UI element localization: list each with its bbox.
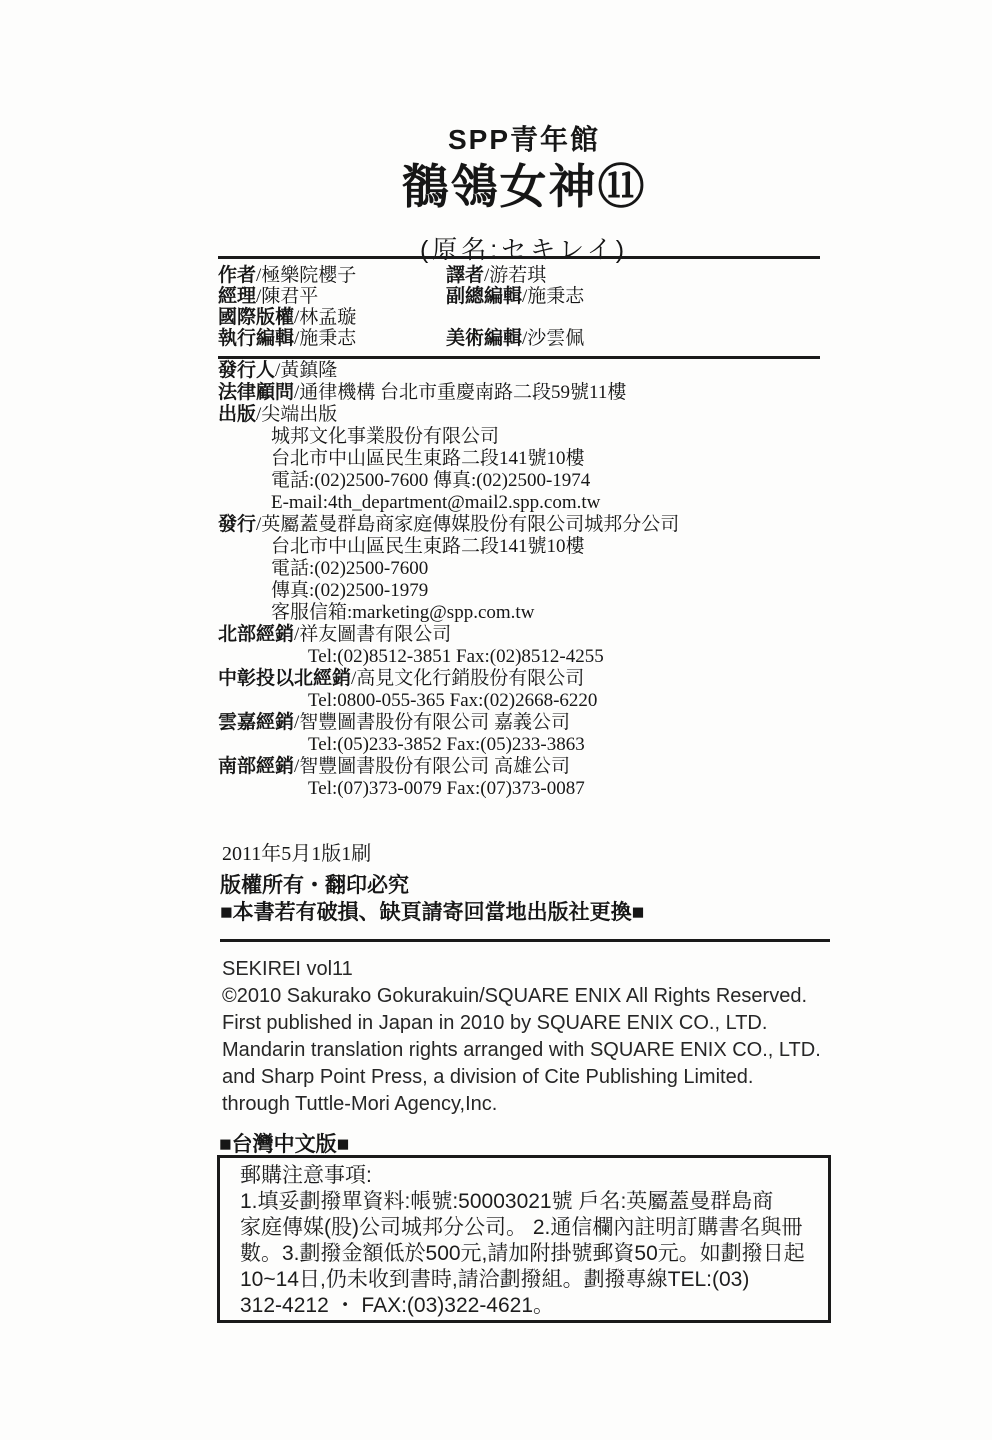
- mail-order-line: 家庭傳媒(股)公司城邦分公司。 2.通信欄內註明訂購書名與冊: [240, 1216, 803, 1239]
- original-title: (原名:セキレイ): [419, 236, 629, 265]
- slash-separator: /: [294, 712, 300, 733]
- staff-name: 極樂院櫻子: [261, 265, 357, 286]
- book-title: 鶺鴒女神⑪: [401, 160, 647, 213]
- staff-cell: [446, 286, 820, 307]
- slash-separator: /: [256, 514, 262, 535]
- pub-label: 發行人: [218, 360, 276, 381]
- pub-detail-line: Tel:(02)8512-3851 Fax:(02)8512-4255: [308, 646, 604, 667]
- english-copyright-line: and Sharp Point Press, a division of Cite Publishing Limited.: [222, 1066, 754, 1088]
- staff-role: 副總編輯: [446, 286, 523, 307]
- slash-separator: /: [294, 328, 300, 349]
- mail-order-heading: 郵購注意事項:: [240, 1164, 372, 1187]
- slash-separator: /: [351, 668, 357, 689]
- staff-role: 美術編輯: [446, 328, 523, 349]
- slash-separator: /: [256, 286, 262, 307]
- staff-name: 林孟璇: [299, 307, 357, 328]
- imprint-name: SPP青年館: [447, 124, 601, 155]
- pub-value: 通律機構 台北市重慶南路二段59號11樓: [299, 382, 627, 403]
- slash-separator: /: [294, 382, 300, 403]
- pub-detail-line: Tel:(05)233-3852 Fax:(05)233-3863: [308, 734, 585, 755]
- staff-name: 施秉志: [299, 328, 357, 349]
- pub-value: 英屬蓋曼群島商家庭傳媒股份有限公司城邦分公司: [261, 514, 680, 535]
- staff-cell: [446, 328, 820, 349]
- pub-entry-yunjia-distributor: [218, 712, 858, 734]
- english-copyright-line: Mandarin translation rights arranged with SQUARE ENIX CO., LTD.: [222, 1039, 821, 1061]
- pub-detail-line: Tel:0800-055-365 Fax:(02)2668-6220: [308, 690, 598, 711]
- pub-entry-south-distributor: [218, 756, 858, 778]
- staff-row: [218, 265, 820, 286]
- staff-role: 國際版權: [218, 307, 295, 328]
- pub-value: 黃鎮隆: [280, 360, 338, 381]
- pub-value: 智豐圖書股份有限公司 高雄公司: [299, 756, 571, 777]
- staff-row: [218, 307, 820, 328]
- pub-label: 北部經銷: [218, 624, 295, 645]
- pub-detail-line: 城邦文化事業股份有限公司: [271, 426, 500, 447]
- pub-detail-line: Tel:(07)373-0079 Fax:(07)373-0087: [308, 778, 585, 799]
- pub-entry-publisher: [218, 404, 858, 426]
- mail-order-line: 312-4212 ・ FAX:(03)322-4621。: [240, 1294, 555, 1317]
- mail-order-line: 1.填妥劃撥單資料:帳號:50003021號 戶名:英屬蓋曼群島商: [240, 1190, 774, 1213]
- staff-cell-empty: [446, 307, 820, 328]
- staff-cell: [218, 286, 446, 307]
- pub-label: 發行: [218, 514, 257, 535]
- pub-label: 南部經銷: [218, 756, 295, 777]
- pub-detail-line: 台北市中山區民生東路二段141號10樓: [271, 536, 585, 557]
- slash-separator: /: [294, 307, 300, 328]
- staff-credits-table: [218, 256, 820, 359]
- pub-entry-legal-advisor: [218, 382, 858, 404]
- pub-detail-line: 傳真:(02)2500-1979: [271, 580, 429, 601]
- staff-name: 陳君平: [261, 286, 319, 307]
- pub-entry-north-distributor: [218, 624, 858, 646]
- staff-role: 執行編輯: [218, 328, 295, 349]
- english-copyright-line: First published in Japan in 2010 by SQUARE ENIX CO., LTD.: [222, 1012, 768, 1034]
- slash-separator: /: [484, 265, 490, 286]
- staff-role: 作者: [218, 265, 257, 286]
- pub-value: 高見文化行銷股份有限公司: [356, 668, 585, 689]
- staff-cell: [218, 328, 446, 349]
- pub-label: 出版: [218, 404, 257, 425]
- pub-label: 法律顧問: [218, 382, 295, 403]
- pub-detail-line: 台北市中山區民生東路二段141號10樓: [271, 448, 585, 469]
- pub-value: 祥友圖書有限公司: [299, 624, 452, 645]
- edition-date: 2011年5月1版1刷: [222, 843, 372, 865]
- staff-cell: [218, 265, 446, 286]
- mail-order-line: 數。3.劃撥金額低於500元,請加附掛號郵資50元。如劃撥日起: [240, 1242, 805, 1265]
- pub-entry-publisher-person: [218, 360, 858, 382]
- mail-order-line: 10~14日,仍未收到書時,請洽劃撥組。劃撥專線TEL:(03): [240, 1268, 750, 1291]
- copyright-notice: [220, 872, 860, 926]
- pub-value: 尖端出版: [261, 404, 338, 425]
- slash-separator: /: [294, 624, 300, 645]
- english-copyright-line: ©2010 Sakurako Gokurakuin/SQUARE ENIX All Rights Reserved.: [222, 985, 807, 1007]
- staff-name: 游若琪: [489, 265, 547, 286]
- pub-detail-line: 電話:(02)2500-7600: [271, 558, 429, 579]
- pub-detail-line: 客服信箱:marketing@spp.com.tw: [271, 602, 535, 623]
- copyright-line: 版權所有・翻印必究: [220, 874, 409, 897]
- slash-separator: /: [275, 360, 281, 381]
- pub-label: 雲嘉經銷: [218, 712, 295, 733]
- slash-separator: /: [256, 265, 262, 286]
- publication-info: [218, 360, 858, 800]
- slash-separator: /: [522, 328, 528, 349]
- pub-label: 中彰投以北經銷: [218, 668, 352, 689]
- pub-entry-distributor: [218, 514, 858, 536]
- staff-name: 施秉志: [527, 286, 585, 307]
- title-block: [218, 118, 830, 266]
- slash-separator: /: [294, 756, 300, 777]
- mail-order-notice-box: [217, 1155, 831, 1323]
- english-copyright-block: [222, 956, 882, 1118]
- staff-role: 經理: [218, 286, 257, 307]
- pub-detail-line: 電話:(02)2500-7600 傳真:(02)2500-1974: [271, 470, 591, 491]
- english-copyright-line: through Tuttle-Mori Agency,Inc.: [222, 1093, 498, 1115]
- staff-row: [218, 286, 820, 307]
- taiwan-edition-label: ■台灣中文版■: [219, 1133, 350, 1156]
- horizontal-rule: [220, 939, 830, 942]
- staff-row: [218, 328, 820, 349]
- staff-cell: [446, 265, 820, 286]
- pub-entry-central-distributor: [218, 668, 858, 690]
- staff-name: 沙雲佩: [527, 328, 585, 349]
- slash-separator: /: [522, 286, 528, 307]
- staff-cell: [218, 307, 446, 328]
- english-title: SEKIREI vol11: [222, 958, 353, 980]
- slash-separator: /: [256, 404, 262, 425]
- damaged-copy-notice: ■本書若有破損、缺頁請寄回當地出版社更換■: [220, 901, 645, 924]
- staff-role: 譯者: [446, 265, 485, 286]
- pub-value: 智豐圖書股份有限公司 嘉義公司: [299, 712, 571, 733]
- pub-detail-line: E-mail:4th_department@mail2.spp.com.tw: [271, 492, 601, 513]
